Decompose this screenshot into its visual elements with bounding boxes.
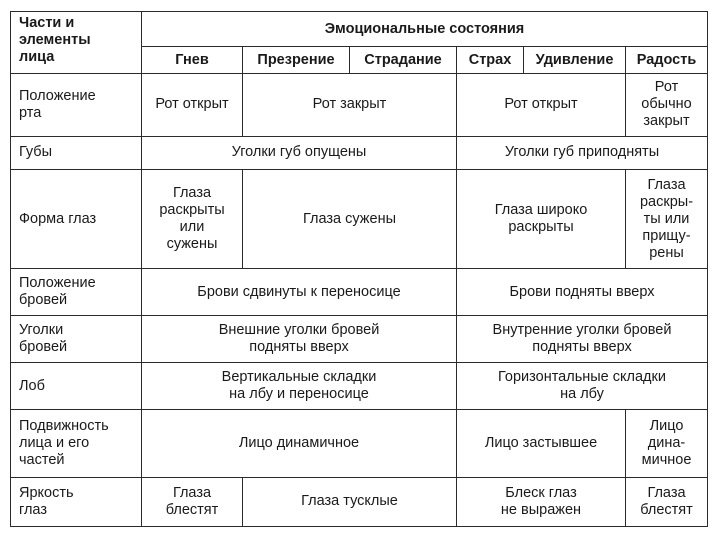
corner-header: Части и элементы лица [11, 12, 142, 74]
state-cell: Глаза сужены [243, 170, 457, 269]
feature-cell: Положение бровей [11, 269, 142, 316]
state-cell: Лицо дина- мичное [626, 410, 708, 478]
feature-cell: Лоб [11, 363, 142, 410]
emotion-table [10, 11, 708, 527]
state-cell: Рот обычно закрыт [626, 74, 708, 137]
table-body [11, 74, 708, 527]
table-row [11, 74, 708, 137]
state-cell: Вертикальные складки на лбу и переносице [142, 363, 457, 410]
state-cell: Лицо застывшее [457, 410, 626, 478]
emotion-header-cell: Гнев [142, 47, 243, 74]
state-cell: Блеск глаз не выражен [457, 477, 626, 526]
emotion-header-cell: Страдание [350, 47, 457, 74]
state-cell: Рот открыт [457, 74, 626, 137]
state-cell: Глаза тусклые [243, 477, 457, 526]
state-cell: Глаза раскрыты или сужены [142, 170, 243, 269]
state-cell: Уголки губ опущены [142, 136, 457, 169]
emotion-header-cell: Радость [626, 47, 708, 74]
table-row [11, 269, 708, 316]
table-row [11, 410, 708, 478]
feature-cell: Губы [11, 136, 142, 169]
state-cell: Уголки губ приподняты [457, 136, 708, 169]
emotion-header-cell: Страх [457, 47, 524, 74]
state-cell: Лицо динамичное [142, 410, 457, 478]
feature-cell: Подвижность лица и его частей [11, 410, 142, 478]
feature-cell: Уголки бровей [11, 316, 142, 363]
state-cell: Брови подняты вверх [457, 269, 708, 316]
feature-cell: Яркость глаз [11, 477, 142, 526]
emotion-table-frame [10, 11, 707, 527]
state-cell: Глаза раскры- ты или прищу- рены [626, 170, 708, 269]
state-cell: Внешние уголки бровей подняты вверх [142, 316, 457, 363]
state-cell: Глаза блестят [142, 477, 243, 526]
state-cell: Внутренние уголки бровей подняты вверх [457, 316, 708, 363]
state-cell: Рот закрыт [243, 74, 457, 137]
table-row [11, 170, 708, 269]
state-cell: Глаза широко раскрыты [457, 170, 626, 269]
group-header: Эмоциональные состояния [142, 12, 708, 47]
state-cell: Рот открыт [142, 74, 243, 137]
emotion-header-cell: Удивление [524, 47, 626, 74]
table-row [11, 363, 708, 410]
emotion-header-cell: Презрение [243, 47, 350, 74]
state-cell: Горизонтальные складки на лбу [457, 363, 708, 410]
feature-cell: Положение рта [11, 74, 142, 137]
table-row [11, 477, 708, 526]
state-cell: Брови сдвинуты к переносице [142, 269, 457, 316]
feature-cell: Форма глаз [11, 170, 142, 269]
table-row [11, 316, 708, 363]
group-header-row [11, 12, 708, 47]
state-cell: Глаза блестят [626, 477, 708, 526]
table-row [11, 136, 708, 169]
